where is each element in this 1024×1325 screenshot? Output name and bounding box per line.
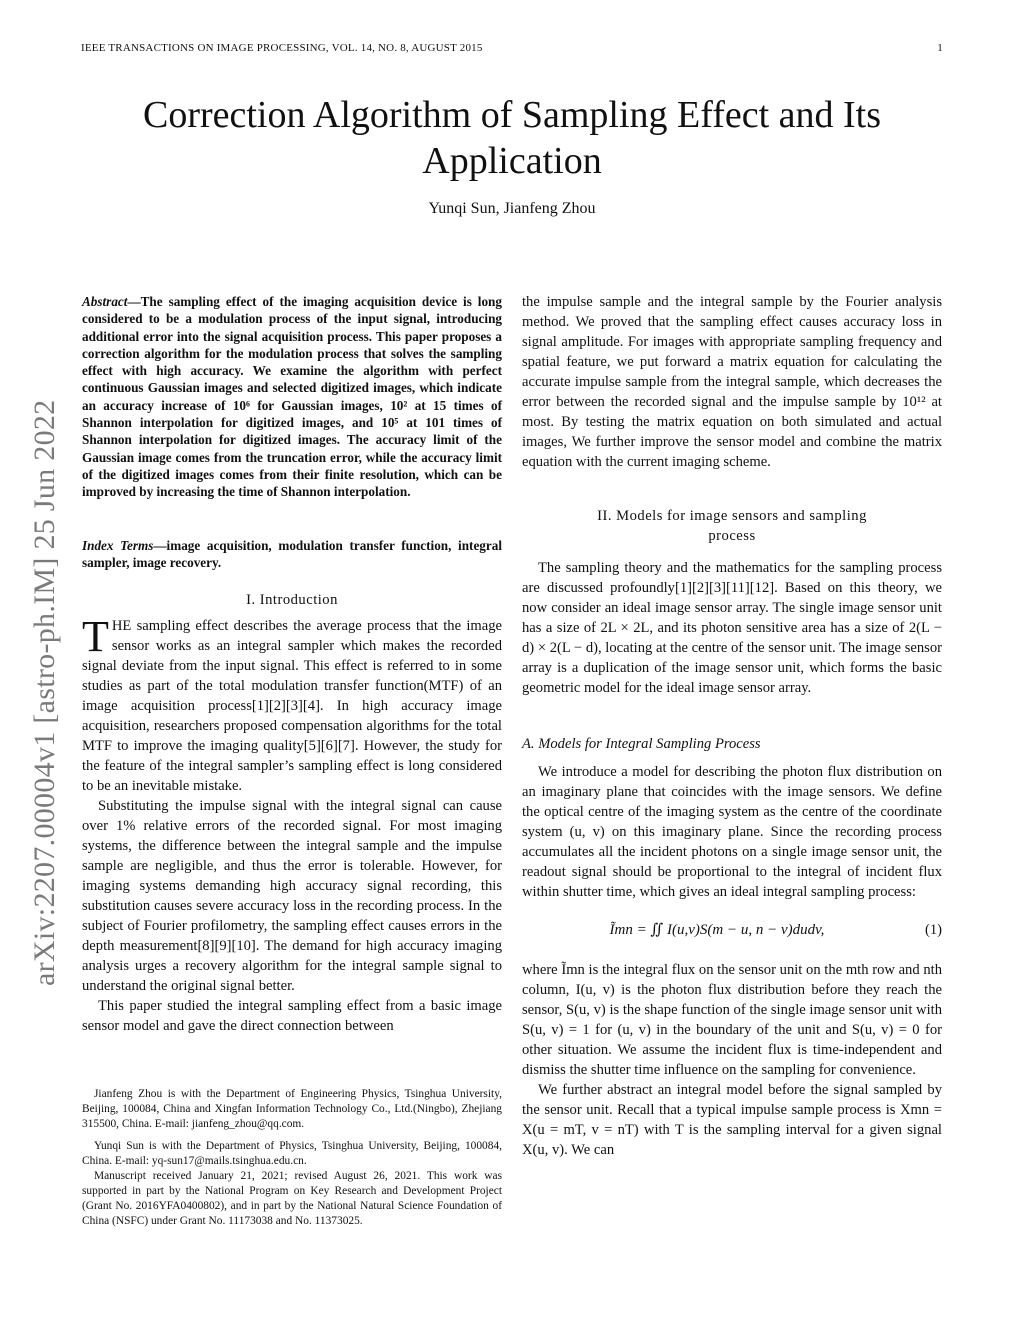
index-terms-text: —image acquisition, modulation transfer function, integral sampler, image recovery. bbox=[82, 538, 502, 571]
intro-paragraph-2: Substituting the impulse signal with the integral signal can cause over 1% relative errors of the recorded signal. For most imaging systems, the difference between the integral sample and the impulse sample are negligible, and thus the error is tolerable. However, for imaging systems demanding high accuracy signal recording, this substitution causes severe accuracy loss in the recording process. In the subject of Fourier profilometry, the sampling effect causes errors in the depth measurement[8][9][10]. The demand for high accuracy imaging analysis urges a recovery algorithm for the integral sample signal to understand the original signal better. bbox=[82, 798, 502, 994]
running-header bbox=[81, 42, 943, 54]
equation-number: (1) bbox=[924, 922, 942, 938]
intro-continuation: the impulse sample and the integral sample by the Fourier analysis method. We proved that the sampling effect causes accuracy loss in signal amplitude. For images with appropriate sampling frequency and spatial feature, we put forward a matrix equation for calculating the accurate impulse sample from the integral sample, which decreases the error between the recorded signal and the impulse sample by 10¹² at most. By testing the matrix equation on both simulated and actual images, We further improve the sensor model and combine the matrix equation with the current imaging scheme. bbox=[522, 294, 942, 470]
models-paragraph-3: where Ĩmn is the integral flux on the sensor unit on the mth row and nth column, I(u, v) is the photon flux distribution before they reach the sensor, S(u, v) is the shape function of the single image sensor unit with S(u, v) = 1 for (u, v) in the boundary of the unit and S(u, v) = 0 for other situation. We assume the incident flux is time-independent and dismiss the shutter time influence on the sampling for convenience. bbox=[522, 962, 942, 1078]
authors: Yunqi Sun, Jianfeng Zhou bbox=[428, 200, 596, 217]
section-heading: I. Introduction bbox=[246, 592, 338, 608]
right-column bbox=[522, 292, 942, 1160]
models-paragraph-2: We introduce a model for describing the photon flux distribution on an imaginary plane that coincides with the image sensors. We define the optical centre of the imaging system as the centre of the coordinate system (u, v) on this imaginary plane. Since the recording process accumulates all the incident photons on a single image sensor unit, the readout signal should be proportional to the integral of incident flux within shutter time, which gives an ideal integral sampling process: bbox=[522, 764, 942, 900]
equation-1 bbox=[522, 908, 942, 952]
footnotes bbox=[82, 1087, 502, 1229]
arxiv-stamp bbox=[22, 330, 62, 990]
arxiv-id: arXiv:2207.00004v1 [astro-ph.IM] 25 Jun 2022 bbox=[28, 399, 61, 986]
footnote-manuscript: Manuscript received January 21, 2021; revised August 26, 2021. This work was supported in part by the National Program on Key Research and Development Project (Grant No. 2016YFA0400802), and in part by the National Natural Science Foundation of China (NSFC) under Grant No. 11173038 and No. 11373025. bbox=[82, 1170, 502, 1227]
intro-p1-text: HE sampling effect describes the average process that the image sensor works as an integral sampler which makes the recorded signal deviate from the input signal. This effect is referred to in some studies as part of the total modulation transfer function(MTF) of an image acquisition process[1][2][3][4]. In high accuracy image acquisition, researchers proposed compensation algorithms for the total MTF to improve the imaging quality[5][6][7]. However, the study for the feature of the integral sampler’s sampling effect is long considered to be an inevitable mistake. bbox=[82, 618, 502, 794]
abstract bbox=[82, 293, 502, 501]
drop-cap: T bbox=[82, 612, 109, 661]
section-heading-models bbox=[522, 506, 942, 546]
intro-paragraph-1 bbox=[82, 612, 502, 796]
models-heading-line-2: process bbox=[708, 528, 756, 544]
journal-name: IEEE TRANSACTIONS ON IMAGE PROCESSING, VOL. 14, NO. 8, AUGUST 2015 bbox=[81, 42, 483, 54]
abstract-text: —The sampling effect of the imaging acquisition device is long considered to be a modulation process of the input signal, introducing additional error into the signal acquisition process. This paper proposes a correction algorithm for the modulation process that solves the sampling effect with high accuracy. We examine the algorithm with perfect continuous Gaussian images and selected digitized images, which indicate an accuracy increase of 10⁶ for Gaussian images, 10² at 15 times of Shannon interpolation for digitized images, and 10⁵ at 101 times of Shannon interpolation for digitized images. The accuracy limit of the Gaussian image comes from the truncation error, while the accuracy limit of the digitized images comes from their finite resolution, which can be improved by increasing the time of Shannon interpolation. bbox=[82, 294, 502, 500]
models-paragraph-1: The sampling theory and the mathematics for the sampling process are discussed profoundly[1][2][3][11][12]. Based on this theory, we now consider an ideal image sensor array. The single image sensor unit has a size of 2L × 2L, and its photon sensitive area has a size of 2(L − d) × 2(L − d), locating at the centre of the sensor unit. The image sensor array is a duplication of the image sensor unit, which forms the basic geometric model for the ideal image sensor array. bbox=[522, 560, 942, 696]
models-heading-line-1: II. Models for image sensors and sampling bbox=[597, 508, 867, 524]
subsection-heading: A. Models for Integral Sampling Process bbox=[522, 736, 761, 752]
footnote-affiliation-zhou: Jianfeng Zhou is with the Department of Engineering Physics, Tsinghua University, Beijing, 100084, China and Xingfan Information Technology Co., Ltd.(Ningbo), Zhejiang 315500, China. E-mail: jianfeng_zhou@qq.com. bbox=[82, 1088, 502, 1130]
models-paragraph-4: We further abstract an integral model before the signal sampled by the sensor unit. Recall that a typical impulse sample process is Xmn = X(u = mT, v = nT) with T is the sampling interval for a given signal X(u, v). We can bbox=[522, 1082, 942, 1158]
title-line-2: Application bbox=[422, 140, 602, 182]
section-introduction bbox=[82, 590, 502, 1036]
index-terms bbox=[82, 537, 502, 572]
footnote-affiliation-sun: Yunqi Sun is with the Department of Physics, Tsinghua University, Beijing, 100084, China. E-mail: yq-sun17@mails.tsinghua.edu.cn. bbox=[82, 1140, 502, 1167]
page-number: 1 bbox=[937, 42, 943, 54]
paper-title bbox=[60, 92, 964, 184]
intro-paragraph-3: This paper studied the integral sampling effect from a basic image sensor model and gave the direct connection between bbox=[82, 998, 502, 1034]
abstract-label: Abstract bbox=[82, 294, 128, 309]
index-terms-label: Index Terms bbox=[82, 538, 154, 553]
title-line-1: Correction Algorithm of Sampling Effect and Its bbox=[142, 94, 882, 136]
equation-body: Ĩmn = ∬ I(u,v)S(m − u, n − v)dudv, bbox=[609, 922, 825, 938]
